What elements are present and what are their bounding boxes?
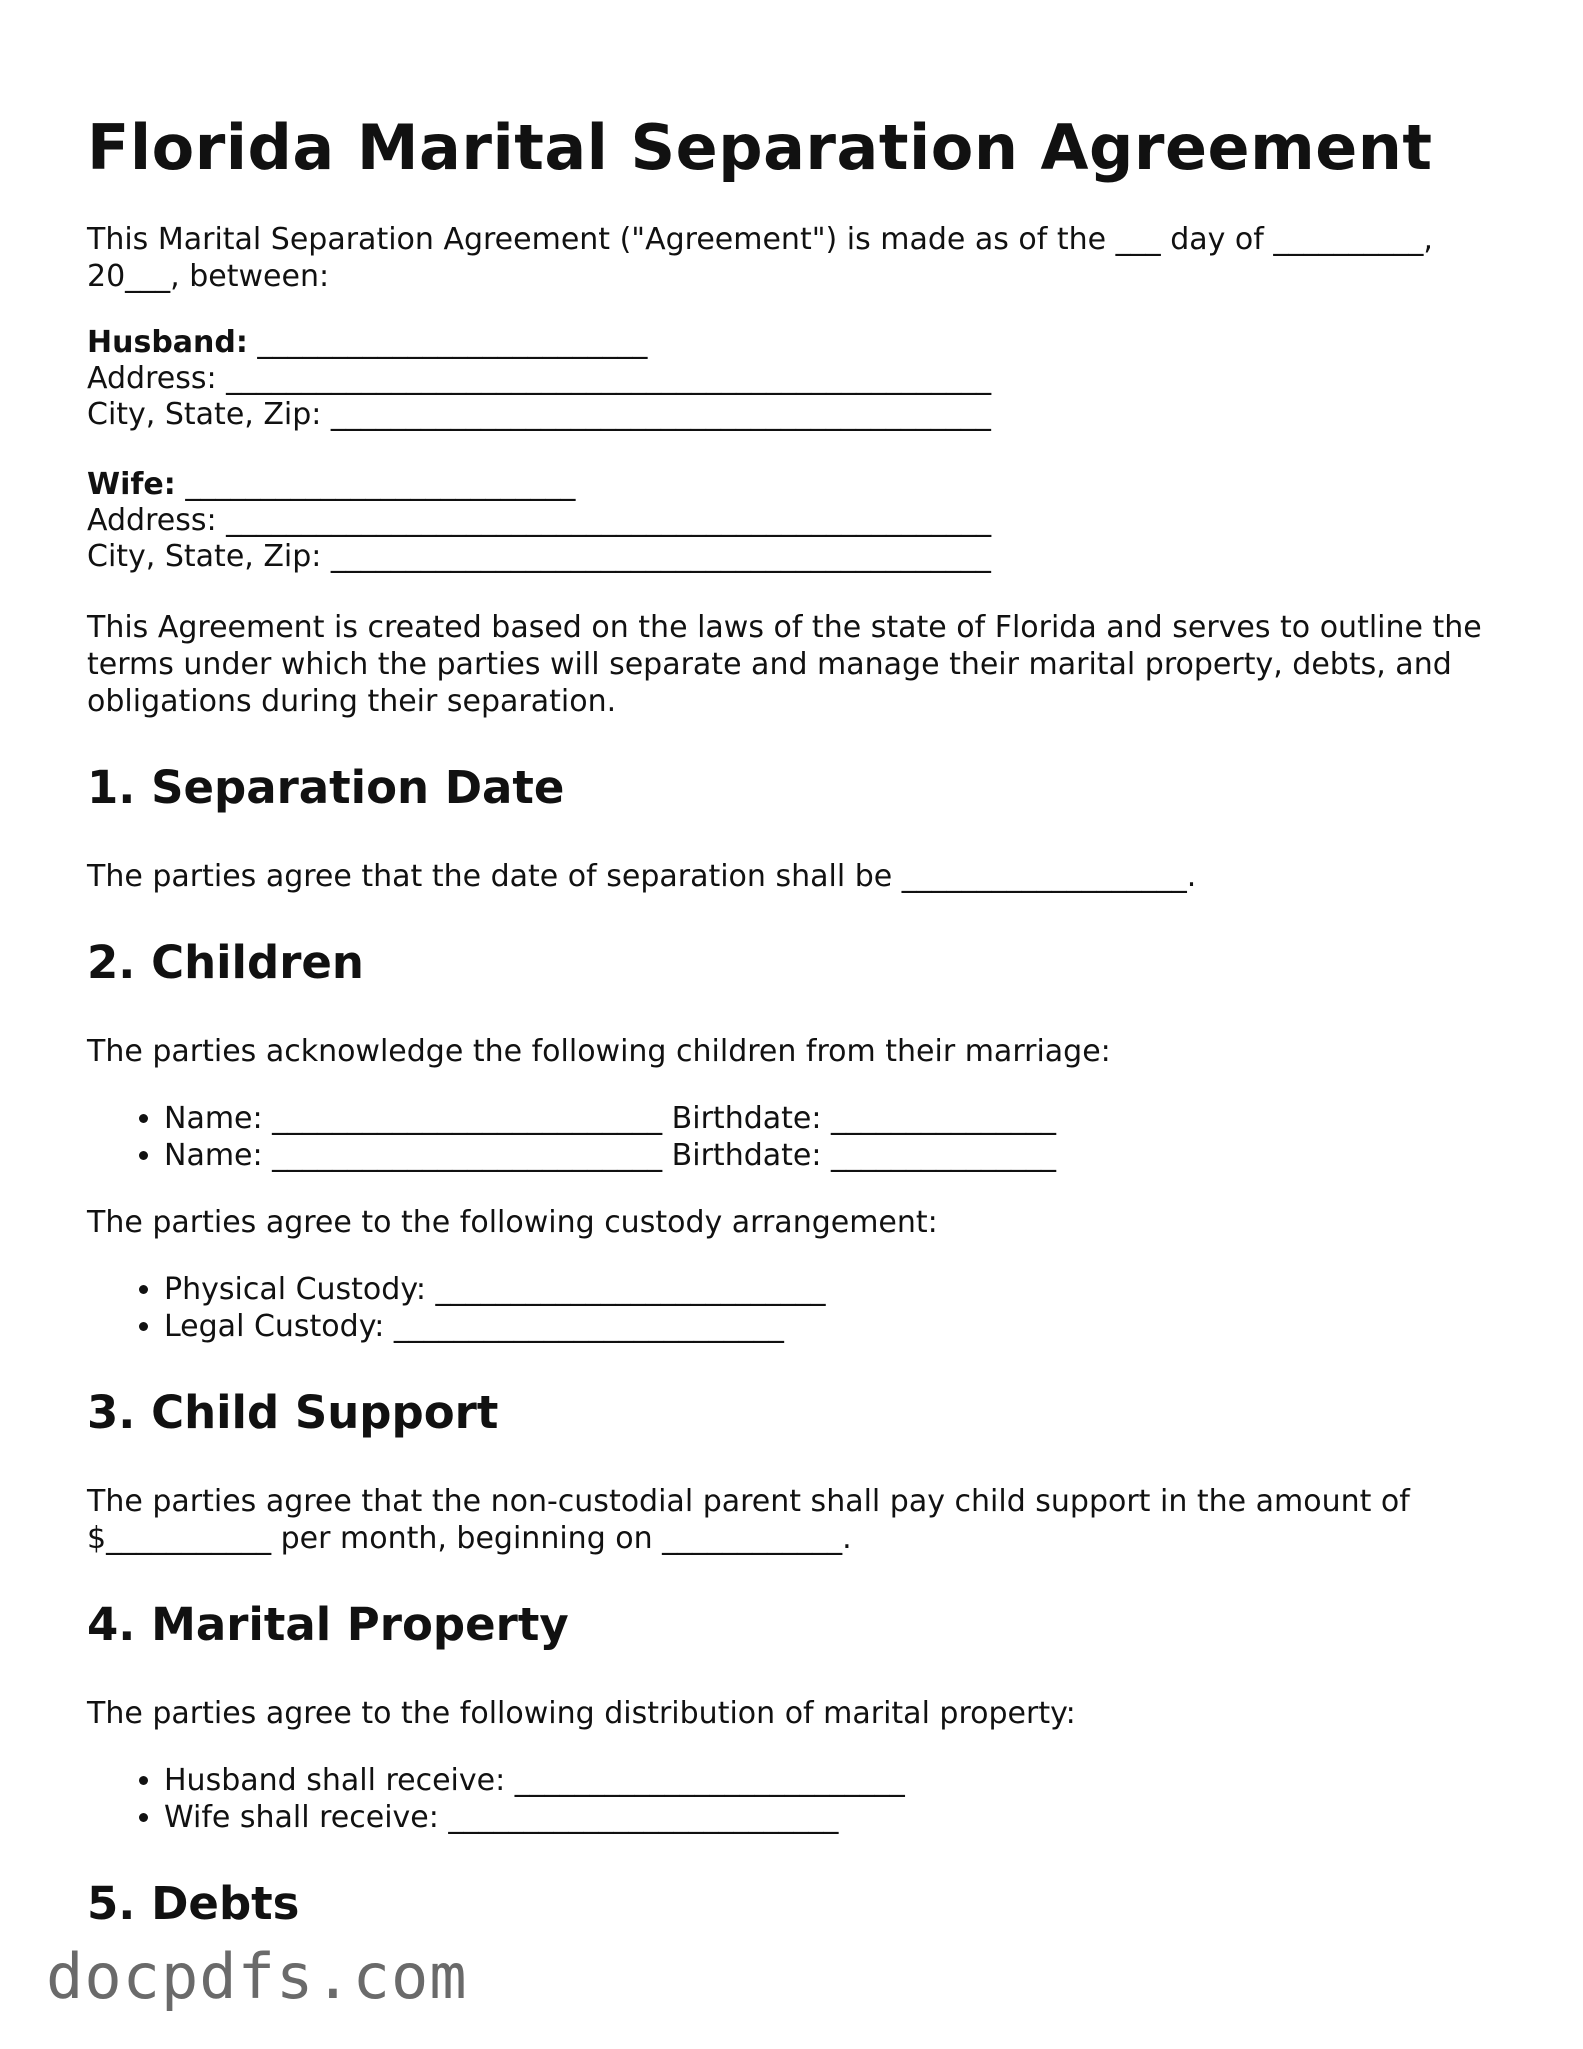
husband-name-blank: __________________________ bbox=[247, 325, 648, 360]
husband-address-line: Address: ___________________________________________________ bbox=[87, 361, 992, 396]
property-list bbox=[87, 1762, 1507, 1836]
marital-property-text: The parties agree to the following distribution of marital property: bbox=[87, 1696, 1076, 1731]
wife-city-line: City, State, Zip: ____________________________________________ bbox=[87, 539, 991, 574]
purpose-paragraph: This Agreement is created based on the laws of the state of Florida and serves to outline the terms under which the parties will separate and manage their marital property, debts, and obligations during their separation. bbox=[87, 610, 1482, 719]
husband-label: Husband: bbox=[87, 325, 248, 360]
separation-date-text: The parties agree that the date of separation shall be ___________________. bbox=[87, 859, 1197, 894]
property-item-wife: • Wife shall receive: __________________________ bbox=[164, 1799, 1507, 1836]
wife-address-line: Address: ___________________________________________________ bbox=[87, 503, 992, 538]
children-text: The parties acknowledge the following children from their marriage: bbox=[87, 1034, 1111, 1069]
wife-name-line bbox=[87, 467, 1507, 503]
child-item: • Name: __________________________ Birthdate: _______________ bbox=[164, 1137, 1507, 1174]
intro-paragraph: This Marital Separation Agreement ("Agreement") is made as of the ___ day of __________, 20___, between: bbox=[87, 222, 1433, 294]
custody-item-legal: • Legal Custody: __________________________ bbox=[164, 1308, 1507, 1345]
property-item-husband: • Husband shall receive: __________________________ bbox=[164, 1762, 1507, 1799]
wife-label: Wife: bbox=[87, 467, 176, 502]
husband-block bbox=[87, 325, 1507, 433]
watermark: docpdfs.com bbox=[46, 1940, 468, 2013]
child-item: • Name: __________________________ Birthdate: _______________ bbox=[164, 1100, 1507, 1137]
document-page bbox=[87, 105, 1507, 1974]
section-heading-children: 2. Children bbox=[87, 936, 364, 989]
custody-list bbox=[87, 1271, 1507, 1345]
document-title: Florida Marital Separation Agreement bbox=[87, 111, 1433, 184]
husband-name-line bbox=[87, 325, 1507, 361]
child-support-text: The parties agree that the non-custodial parent shall pay child support in the amount of $___________ per month, beginning on ____________. bbox=[87, 1484, 1410, 1556]
custody-text: The parties agree to the following custody arrangement: bbox=[87, 1205, 938, 1240]
section-heading-child-support: 3. Child Support bbox=[87, 1386, 499, 1439]
husband-city-line: City, State, Zip: ____________________________________________ bbox=[87, 397, 991, 432]
section-heading-marital-property: 4. Marital Property bbox=[87, 1598, 569, 1651]
section-heading-debts: 5. Debts bbox=[87, 1877, 300, 1930]
wife-name-blank: __________________________ bbox=[175, 467, 576, 502]
section-heading-separation-date: 1. Separation Date bbox=[87, 761, 565, 814]
custody-item-physical: • Physical Custody: __________________________ bbox=[164, 1271, 1507, 1308]
children-list bbox=[87, 1100, 1507, 1174]
wife-block bbox=[87, 467, 1507, 575]
